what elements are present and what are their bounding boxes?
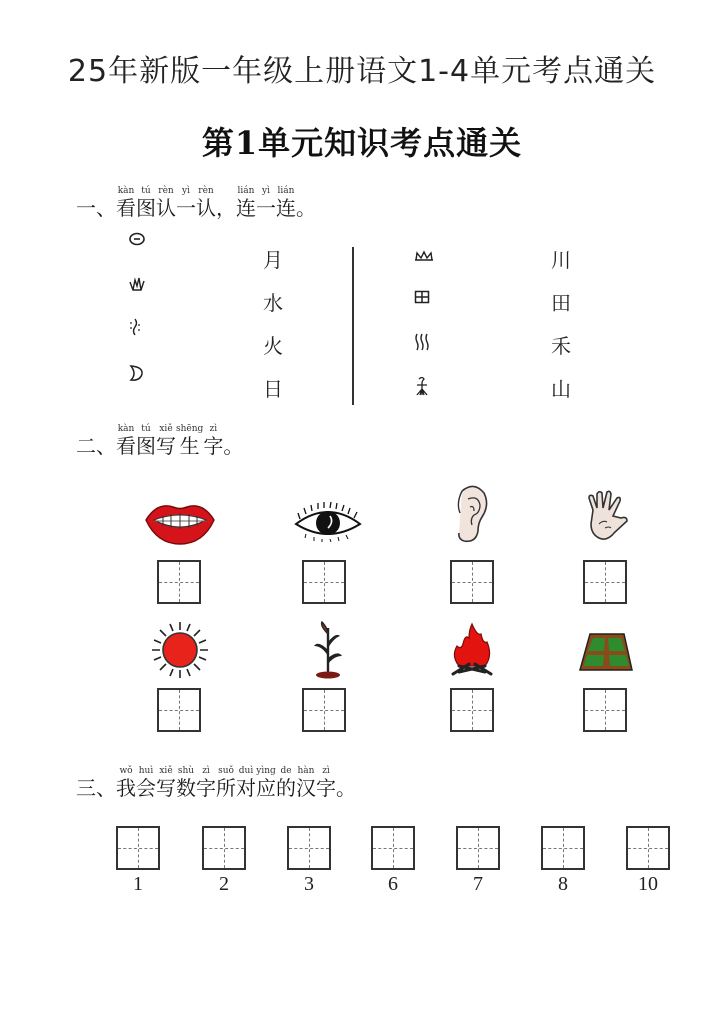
pinyin-text: duì [238,766,254,776]
oracle-fire-icon[interactable] [128,276,158,292]
section-1-number: 一、 [76,196,116,220]
pinyin-text: hàn [297,766,315,776]
writing-box[interactable] [626,826,670,870]
pinyin-text: zì [202,766,210,776]
pinyin-text: zì [209,424,218,434]
writing-box[interactable] [450,560,494,604]
number-label: 3 [304,873,314,895]
pinyin-char [136,424,156,458]
writing-box[interactable] [450,688,494,732]
pinyin-char [196,766,216,800]
number-label: 1 [133,873,143,895]
hanzi-text: 一 [256,196,276,220]
pinyin-char [296,766,316,800]
pinyin-char [236,186,256,220]
hanzi-text: 所 [216,776,236,800]
hanzi-text: 连 [276,196,296,220]
pinyin-char [156,766,176,800]
section-3-number: 三、 [76,776,116,800]
oracle-water-icon[interactable] [128,318,158,336]
pinyin-char [156,186,176,220]
writing-box[interactable] [202,826,246,870]
section-2-heading [76,424,243,458]
char-item[interactable]: 川 [551,248,571,272]
pinyin-text: wǒ [119,766,133,776]
pinyin-char [223,424,243,458]
pinyin-char [136,186,156,220]
pinyin-char [156,424,176,458]
char-item[interactable]: 山 [551,377,571,401]
oracle-grain-icon[interactable] [414,376,444,396]
pinyin-char [296,186,316,220]
pinyin-char [276,186,296,220]
number-label: 10 [638,873,658,895]
hanzi-text: 字 [316,776,336,800]
number-label: 6 [388,873,398,895]
char-item[interactable]: 日 [263,377,283,401]
number-label: 2 [219,873,229,895]
section-1-heading [76,186,316,220]
eye-icon [288,492,368,552]
pinyin-text: yìng [256,766,276,776]
pinyin-char [236,766,256,800]
unit-title: 第1单元知识考点通关 [201,124,523,162]
hanzi-text: 汉 [296,776,316,800]
pinyin-char [316,766,336,800]
pinyin-char [216,186,236,220]
pinyin-text: huì [138,766,154,776]
pinyin-char [176,766,196,800]
pinyin-char [276,766,296,800]
pinyin-char [116,424,136,458]
pinyin-char [256,766,276,800]
pinyin-text: zì [322,766,330,776]
writing-box[interactable] [302,688,346,732]
hanzi-text: 写 [156,434,176,458]
oracle-sun-icon[interactable] [128,232,158,246]
pinyin-text: shù [177,766,195,776]
char-item[interactable]: 禾 [551,334,571,358]
pinyin-char [256,186,276,220]
pinyin-text: xiě [159,766,173,776]
hanzi-text: 看 [116,434,136,458]
writing-box[interactable] [456,826,500,870]
fire-icon [432,620,512,680]
number-label: 7 [473,873,483,895]
pinyin-char [116,186,136,220]
pinyin-char [136,766,156,800]
pinyin-text: lián [277,186,295,196]
hanzi-text: 字 [203,434,224,458]
char-item[interactable]: 月 [263,248,283,272]
hanzi-text: 图 [136,434,156,458]
hanzi-text: 数 [176,776,196,800]
pinyin-text: lián [237,186,255,196]
section-2-number: 二、 [76,434,116,458]
writing-box[interactable] [583,688,627,732]
hanzi-text: 看 [116,196,136,220]
hanzi-text: 的 [276,776,296,800]
pinyin-text: yì [262,186,270,196]
hanzi-text: 生 [179,434,200,458]
hanzi-text: 对 [236,776,256,800]
column-divider [352,247,354,405]
writing-box[interactable] [302,560,346,604]
writing-box[interactable] [371,826,415,870]
oracle-mountain-icon[interactable] [414,250,444,262]
hanzi-text: 认 [156,196,176,220]
pinyin-text: rèn [158,186,174,196]
char-item[interactable]: 火 [263,334,283,358]
hanzi-text: 。 [296,196,316,220]
char-item[interactable]: 水 [263,291,283,315]
hanzi-text: 图 [136,196,156,220]
writing-box[interactable] [157,560,201,604]
pinyin-text: suǒ [218,766,234,776]
pinyin-text: de [280,766,292,776]
ear-icon [432,484,512,544]
writing-box[interactable] [583,560,627,604]
writing-box[interactable] [541,826,585,870]
char-item[interactable]: 田 [551,291,571,315]
pinyin-text: xiě [159,424,173,434]
grain-plant-icon [288,620,368,680]
hanzi-text: 。 [336,776,356,800]
sun-icon [140,620,220,680]
pinyin-char [196,186,216,220]
pinyin-text: tú [141,424,151,434]
pinyin-char [216,766,236,800]
hanzi-text: 字 [196,776,216,800]
pinyin-text: kàn [117,186,135,196]
number-label: 8 [558,873,568,895]
pinyin-text: tú [141,186,151,196]
hanzi-text: 连 [236,196,256,220]
writing-box[interactable] [287,826,331,870]
pinyin-text: shēng [176,424,204,434]
pinyin-text: rèn [198,186,214,196]
section-3-heading [76,766,356,800]
pinyin-char [336,766,356,800]
hanzi-text: 写 [156,776,176,800]
hanzi-text: 应 [256,776,276,800]
pinyin-char [176,424,203,458]
writing-box[interactable] [157,688,201,732]
oracle-moon-icon[interactable] [128,364,158,382]
oracle-field-icon[interactable] [414,290,444,304]
hanzi-text: 认 [196,196,216,220]
pinyin-char [116,766,136,800]
mouth-icon [140,492,220,552]
hanzi-text: 会 [136,776,156,800]
field-icon [566,622,646,682]
hanzi-text: 。 [223,434,244,458]
hand-icon [568,486,648,546]
hanzi-text: 一 [176,196,196,220]
pinyin-text: kàn [117,424,135,434]
pinyin-text: yì [182,186,190,196]
document-title: 25年新版一年级上册语文1-4单元考点通关 [67,54,657,89]
oracle-river-icon[interactable] [414,333,444,351]
hanzi-text: 我 [116,776,136,800]
hanzi-text: ， [216,196,236,220]
pinyin-char [176,186,196,220]
writing-box[interactable] [116,826,160,870]
pinyin-char [203,424,223,458]
